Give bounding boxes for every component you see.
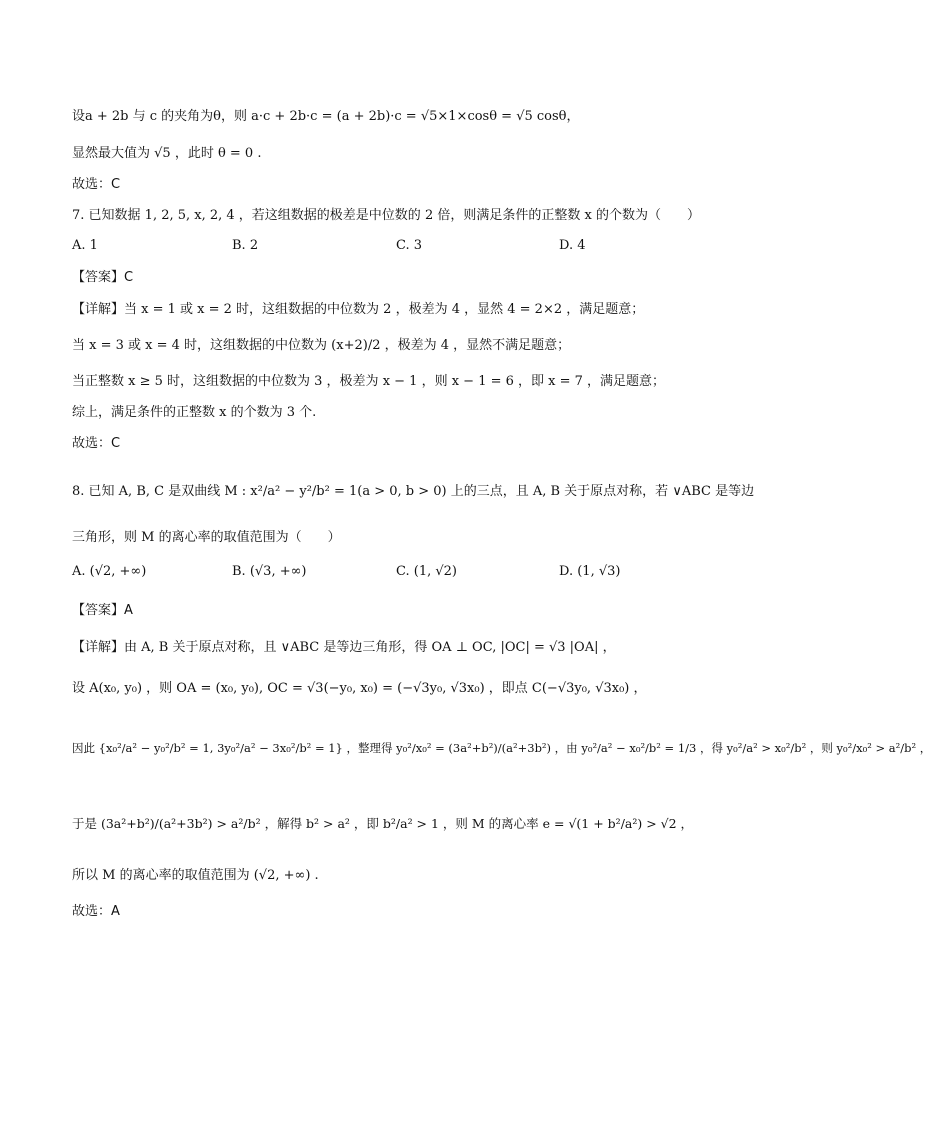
q7-option-c: C. 3	[396, 238, 423, 253]
detail-7d: 综上，满足条件的正整数 x 的个数为 3 个.	[72, 405, 317, 420]
question-7: 7. 已知数据 1, 2, 5, x, 2, 4 ，若这组数据的极差是中位数的 2 倍，则满足条件的正整数 x 的个数为（ ）	[72, 208, 700, 223]
detail-7a: 【详解】当 x = 1 或 x = 2 时，这组数据的中位数为 2 ，极差为 4 ，显然 4 = 2×2 ，满足题意；	[72, 302, 645, 317]
end-7: 故选：C	[72, 436, 121, 451]
line-l3: 故选：C	[72, 177, 121, 192]
q8-option-b: B. (√3, +∞)	[232, 564, 307, 579]
line-l1: 设a + 2b 与 c 的夹角为θ，则 a·c + 2b·c = (a + 2b)·c = √5×1×cosθ = √5 cosθ，	[72, 109, 580, 124]
answer-8: 【答案】A	[72, 603, 133, 618]
detail-8a: 【详解】由 A, B 关于原点对称，且 ∨ABC 是等边三角形，得 OA ⊥ OC, |OC| = √3 |OA| ，	[72, 640, 616, 655]
q8-option-d: D. (1, √3)	[559, 564, 621, 579]
detail-8e: 所以 M 的离心率的取值范围为 (√2, +∞) .	[72, 868, 319, 883]
q8-option-a: A. (√2, +∞)	[72, 564, 147, 579]
detail-7c: 当正整数 x ≥ 5 时，这组数据的中位数为 3 ，极差为 x − 1 ，则 x − 1 = 6 ，即 x = 7 ，满足题意；	[72, 374, 666, 389]
detail-8b: 设 A(x₀, y₀) ，则 OA = (x₀, y₀), OC = √3(−y₀, x₀) = (−√3y₀, √3x₀) ，即点 C(−√3y₀, √3x₀) ，	[72, 681, 647, 696]
question-8b: 三角形，则 M 的离心率的取值范围为（ ）	[72, 530, 341, 545]
q7-option-d: D. 4	[559, 238, 586, 253]
answer-7: 【答案】C	[72, 270, 134, 285]
detail-7b: 当 x = 3 或 x = 4 时，这组数据的中位数为 (x+2)/2 ，极差为 4 ，显然不满足题意；	[72, 338, 571, 353]
detail-8c: 因此 {x₀²/a² − y₀²/b² = 1, 3y₀²/a² − 3x₀²/b² = 1} ，整理得 y₀²/x₀² = (3a²+b²)/(a²+3b²) ，由 y₀²/a² − x₀²/b² = 1/3 ，得 y₀²/a² > x₀²/b² ，则 y₀²/x₀² > a²/b² ，	[72, 741, 931, 755]
question-8a: 8. 已知 A, B, C 是双曲线 M : x²/a² − y²/b² = 1(a > 0, b > 0) 上的三点，且 A, B 关于原点对称，若 ∨ABC 是等边	[72, 484, 755, 499]
q8-option-c: C. (1, √2)	[396, 564, 457, 579]
q7-option-b: B. 2	[232, 238, 259, 253]
line-l2: 显然最大值为 √5 ，此时 θ = 0 .	[72, 146, 262, 161]
detail-8d: 于是 (3a²+b²)/(a²+3b²) > a²/b² ，解得 b² > a² ，即 b²/a² > 1 ，则 M 的离心率 e = √(1 + b²/a²) > √2 ，	[72, 816, 694, 831]
end-8: 故选：A	[72, 904, 120, 919]
q7-option-a: A. 1	[72, 238, 98, 253]
